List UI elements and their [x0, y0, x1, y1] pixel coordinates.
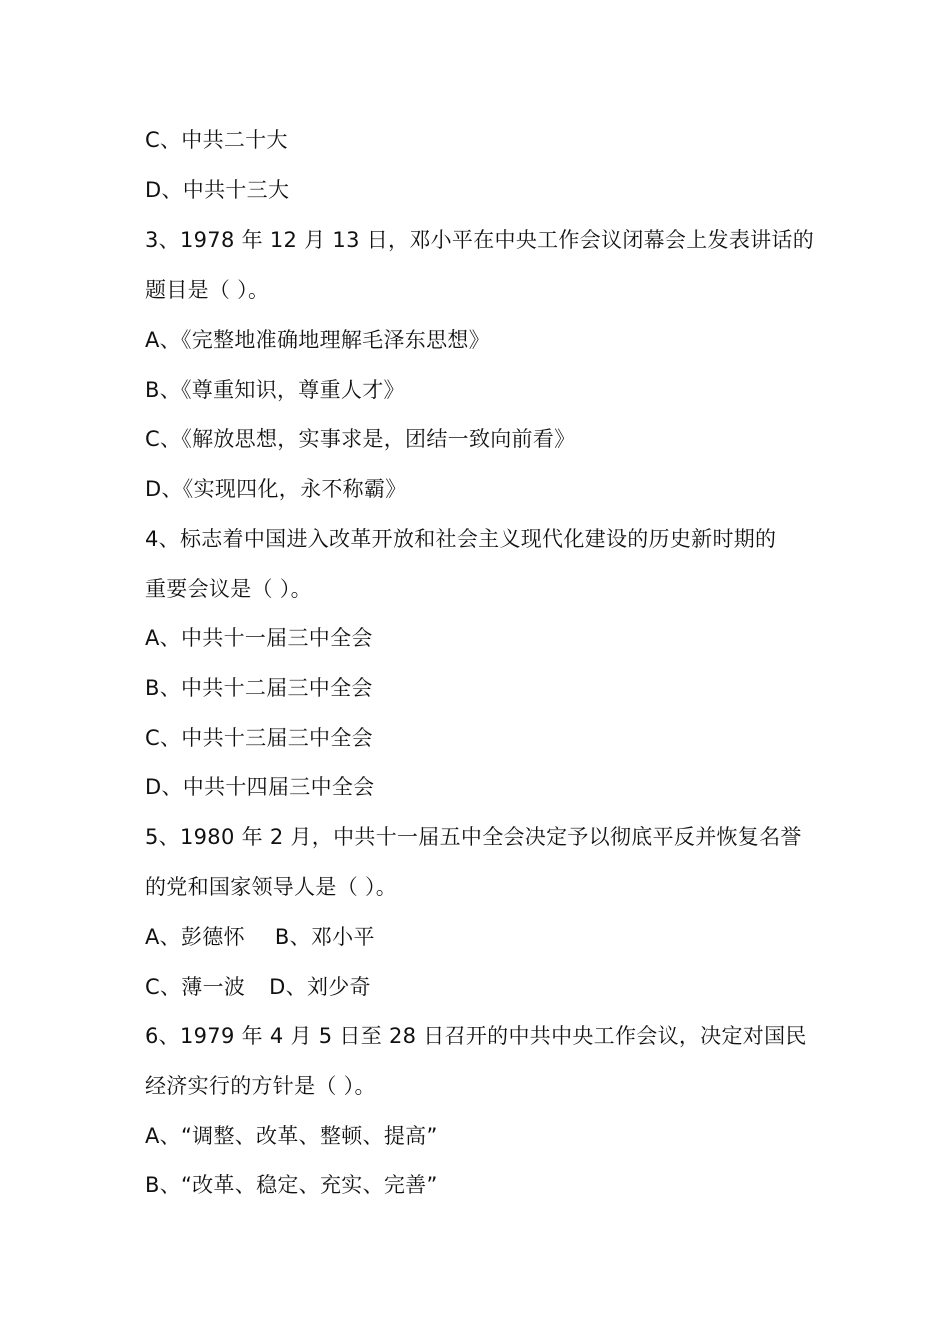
q5-question-line2: 的党和国家领导人是（ ）。	[145, 875, 398, 899]
q5-option-c: C、薄一波	[145, 975, 246, 999]
q3-question-line1: 3、1978 年 12 月 13 日，邓小平在中央工作会议闭幕会上发表讲话的	[145, 228, 815, 252]
q3-option-d: D、《实现四化，永不称霸》	[145, 477, 407, 501]
q5-question-line1: 5、1980 年 2 月，中共十一届五中全会决定予以彻底平反并恢复名誉	[145, 825, 802, 849]
q2-option-c: C、中共二十大	[145, 128, 288, 152]
q3-option-b: B、《尊重知识，尊重人才》	[145, 378, 405, 402]
q6-option-a: A、“调整、改革、整顿、提高”	[145, 1124, 438, 1148]
q3-option-a: A、《完整地准确地理解毛泽东思想》	[145, 328, 490, 352]
q4-option-d: D、中共十四届三中全会	[145, 775, 375, 799]
q4-option-a: A、中共十一届三中全会	[145, 626, 373, 650]
q3-option-c: C、《解放思想，实事求是，团结一致向前看》	[145, 427, 576, 451]
q4-question-line2: 重要会议是（ ）。	[145, 577, 312, 601]
q6-option-b: B、“改革、稳定、充实、完善”	[145, 1173, 438, 1197]
q4-question-line1: 4、标志着中国进入改革开放和社会主义现代化建设的历史新时期的	[145, 527, 777, 551]
q6-question-line2: 经济实行的方针是（ ）。	[145, 1074, 376, 1098]
q5-option-a: A、彭德怀	[145, 925, 245, 949]
q4-option-c: C、中共十三届三中全会	[145, 726, 373, 750]
q4-option-b: B、中共十二届三中全会	[145, 676, 373, 700]
q2-option-d: D、中共十三大	[145, 178, 290, 202]
q3-question-line2: 题目是（ ）。	[145, 278, 270, 302]
q5-options-row2	[145, 970, 371, 1004]
q5-options-row1	[145, 920, 375, 954]
q6-question-line1: 6、1979 年 4 月 5 日至 28 日召开的中共中央工作会议，决定对国民	[145, 1024, 807, 1048]
q5-option-b: B、邓小平	[274, 925, 375, 949]
q5-option-d: D、刘少奇	[269, 975, 371, 999]
